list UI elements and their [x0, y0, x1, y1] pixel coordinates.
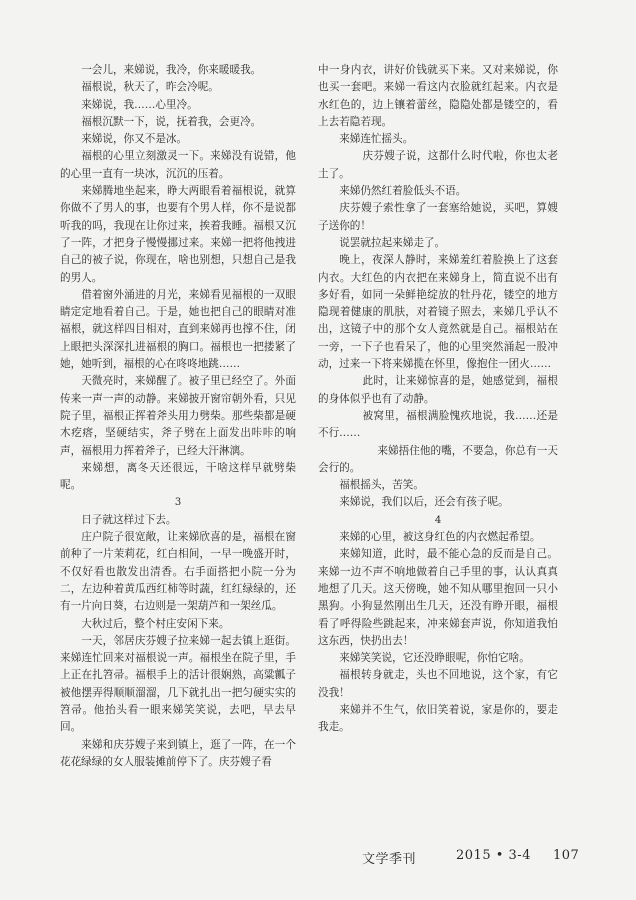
right-text-block-before [318, 62, 558, 512]
paragraph: 借着窗外涌进的月光，来娣看见福根的一双眼睛定定地看着自己。于是，她也把自己的眼睛对准福根，就这样四目相对，直到来娣再也撑不住，闭上眼把头深深扎进福根的胸口。福根也一把搂紧了她，她听到，福根的心在咚咚地跳…… [60, 288, 296, 371]
page-number: 107 [552, 848, 580, 863]
left-text-block-after [60, 512, 296, 771]
section-number-3: 3 [174, 497, 182, 509]
journal-name: 文学季刊 [362, 852, 417, 867]
paragraph: 福根转身就走，头也不回地说，这个家，有它没我！ [318, 669, 558, 699]
paragraph: 来娣并不生气，依旧笑着说，家是你的，要走我走。 [318, 703, 558, 734]
paragraph: 此时，让来娣惊喜的是，她感觉到，福根的身体似乎也有了动静。 [318, 375, 558, 405]
paragraph: 庆芬嫂子索性拿了一套塞给她说，买吧，算嫂子送你的！ [318, 202, 558, 232]
left-text-block-before [60, 62, 296, 494]
page-footer [362, 848, 579, 867]
paragraph: 来娣腾地坐起来，睁大两眼看着福根说，就算你做不了男人的事，也要有个男人样，你不是说都听我的吗，我现在让你过来，挨着我睡。福根又沉了一阵，才把身子慢慢挪过来。来娣一把将他拽进自己的被子说，你现在，啥也别想，只想自己是我的男人。 [60, 185, 296, 284]
paragraph: 来娣说，你又不是冰。 [81, 133, 188, 146]
paragraph: 一会儿，来娣说，我冷，你来暖暖我。 [81, 64, 262, 76]
paragraph: 来娣捂住他的嘴，不要急，你总有一天会行的。 [318, 444, 558, 474]
paragraph: 说罢就拉起来娣走了。 [339, 236, 446, 249]
issue-number: 2015 • 3-4 [456, 848, 531, 863]
right-column [318, 62, 558, 737]
paragraph: 福根的心里立刻激灵一下。来娣没有说错，他的心里一直有一块冰，沉沉的压着。 [60, 150, 296, 180]
paragraph: 来娣说，我……心里冷。 [81, 98, 198, 111]
paragraph: 福根说，秋天了，昨会冷呢。 [81, 81, 219, 94]
paragraph: 来娣知道，此时，最不能心急的反而是自己。来娣一边不声不响地做着自己手里的事，认认真真地想了几天。这天傍晚，她不知从哪里抱回一只小黑狗。小狗显然刚出生几天，还没有睁开眼，福根看了呼得险些跳起来，冲来娣套声说，你知道我怕这东西，快扔出去！ [318, 548, 558, 647]
paragraph: 来娣想，离冬天还很远，干啥这样早就劈柴呢。 [60, 461, 296, 492]
paragraph: 来娣连忙摇头。 [339, 133, 414, 146]
paragraph: 大秋过后，整个村庄安闲下来。 [81, 617, 230, 630]
section-number-4: 4 [434, 514, 442, 526]
paragraph: 来娣说，我们以后，还会有孩子呢。 [339, 496, 509, 509]
right-text-block-after [318, 529, 558, 737]
paragraph: 来娣和庆芬嫂子来到镇上，逛了一阵，在一个花花绿绿的女人服装摊前停下了。庆芬嫂子看 [60, 738, 296, 768]
paragraph: 日子就这样过下去。 [81, 513, 177, 526]
paragraph: 晚上，夜深人静时，来娣羞红着脸换上了这套内衣。大红色的内衣把在来娣身上，简直说不出有多好看，如同一朵鲜艳绽放的牡丹花，镂空的地方隐现着健康的肌肤，对着镜子照去，来娣几乎认不出，这镜子中的那个女人竟然就是自己。福根站在一旁，一下子也看呆了，他的心里突然涌起一股冲动，过来一下将来娣揽在怀里，像抱住一团火…… [318, 254, 558, 371]
paragraph: 福根沉默一下，说，抚着我，会更冷。 [81, 115, 262, 128]
paragraph: 庄户院子很宽敞，让来娣欣喜的是，福根在窗前种了一片茉莉花，红白相间，一早一晚盛开时，不仅好看也散发出清香。右手面搭把小院一分为二，左边种着黄瓜西红柿等时蔬，红红绿绿的，还有一片向日葵，右边则是一架葫芦和一架丝瓜。 [60, 531, 296, 613]
paragraph: 来娣的心里，被这身红色的内衣燃起希望。 [339, 531, 541, 544]
paragraph: 来娣笑笑说，它还没睁眼呢，你怕它啥。 [339, 652, 530, 665]
paragraph: 中一身内衣，讲好价钱就买下来。又对来娣说，你也买一套吧。来娣一看这内衣脸就红起来。内衣是水红色的，边上镶着蕾丝，隐隐处都是镂空的，看上去若隐若现。 [318, 64, 558, 128]
left-column [60, 62, 296, 771]
paragraph: 被窝里，福根满脸愧疚地说，我……还是不行…… [318, 409, 558, 440]
paragraph: 来娣仍然红着脸低头不语。 [339, 185, 467, 198]
paragraph: 福根摇头，苦笑。 [339, 479, 424, 492]
paragraph: 一天，邻居庆芬嫂子拉来娣一起去镇上逛街。来娣连忙回来对福根说一声。福根坐在院子里，手上正在扎笤帚。福根手上的活计很娴熟，高粱瓤子被他摆弄得顺顺溜溜，几下就扎出一把匀硬实实的笤帚。他抬头看一眼来娣笑笑说，去吧，早去早回。 [60, 634, 296, 734]
paragraph: 庆芬嫂子说，这都什么时代啦，你也太老土了。 [318, 150, 558, 180]
paragraph: 天微亮时，来娣醒了。被子里已经空了。外面传来一声一声的动静。来娣披开窗帘朝外看，只见院子里，福根正挥着斧头用力劈柴。那些柴都是硬木疙瘩，坚硬结实，斧子劈在上面发出咔咔的响声，福根用力挥着斧子，已经大汗淋漓。 [60, 375, 296, 457]
